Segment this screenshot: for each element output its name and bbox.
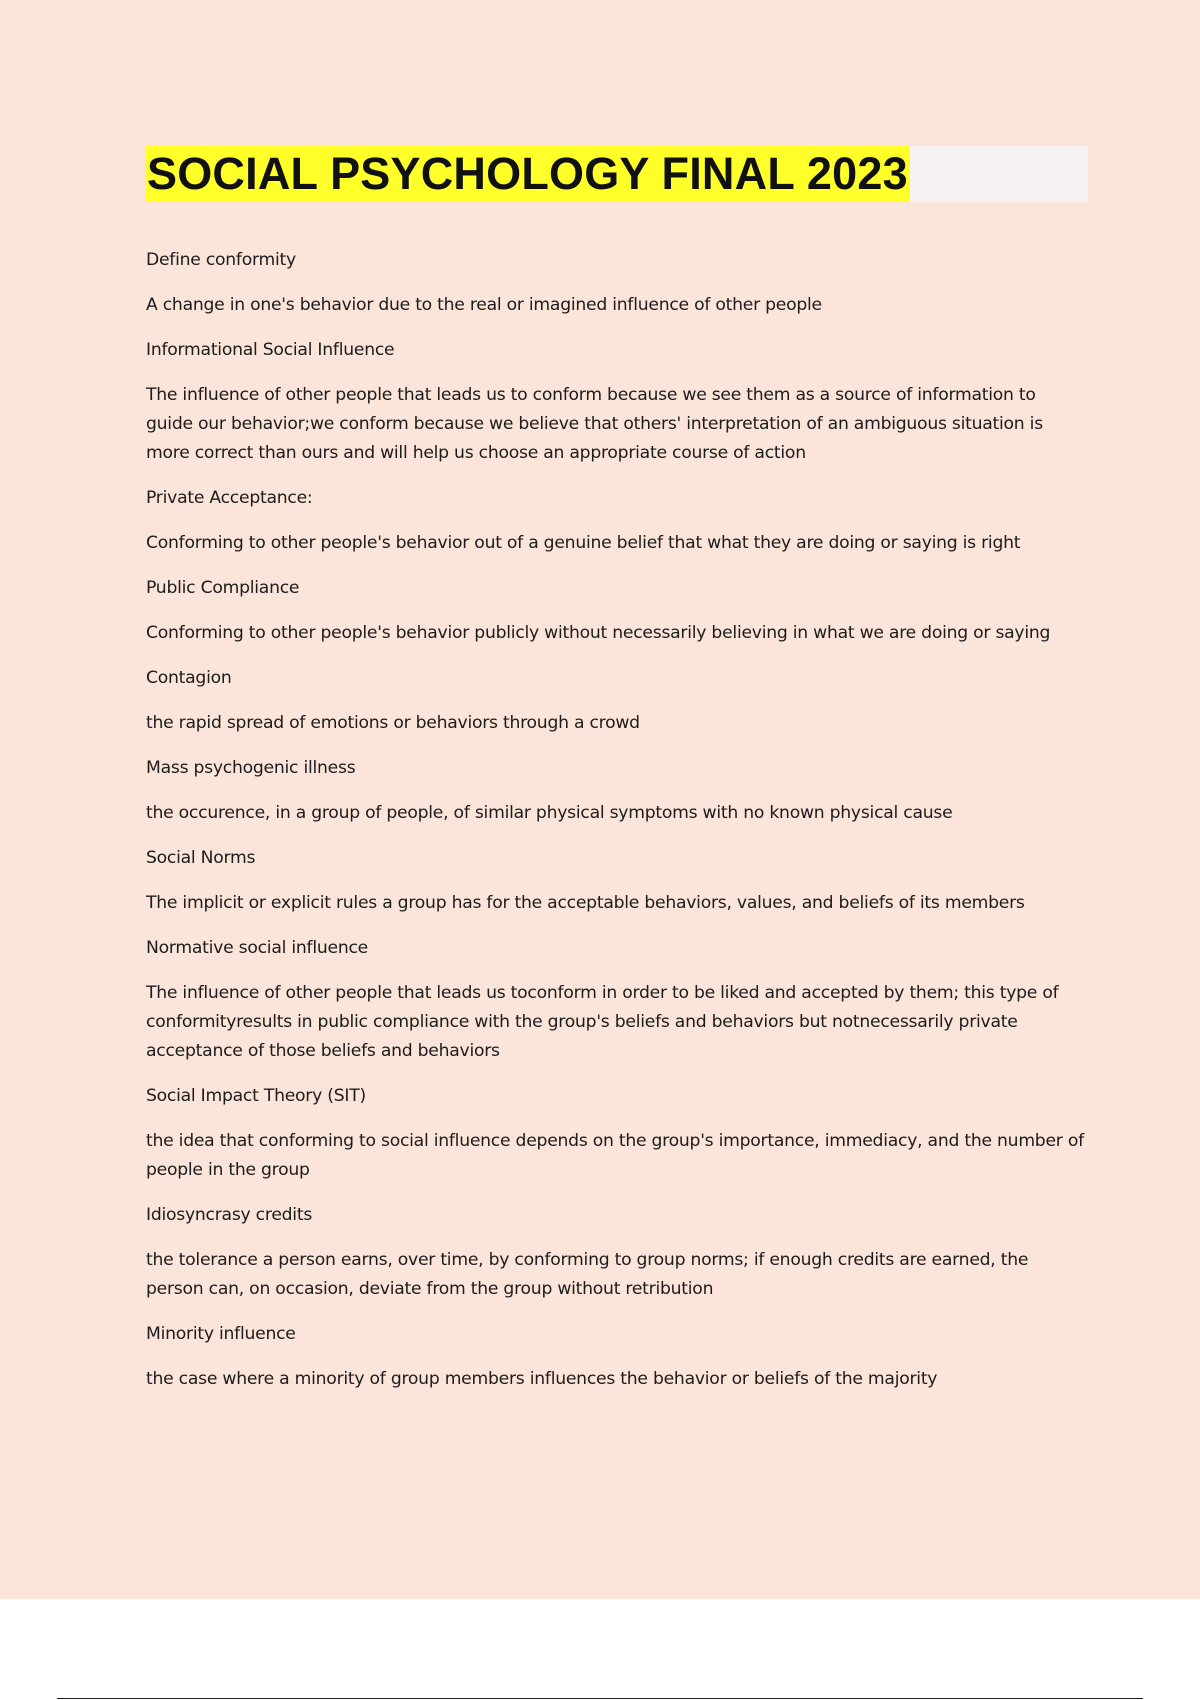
flashcard-entry [146,246,1086,320]
definition: Conforming to other people's behavior out of a genuine belief that what they are doing or saying is right [146,533,1021,553]
definition: The implicit or explicit rules a group has for the acceptable behaviors, values, and beliefs of its members [146,893,1025,913]
flashcard-entry [146,574,1086,648]
definition: the idea that conforming to social influence depends on the group's importance, immediacy, and the number of people in the group [146,1131,1084,1180]
document-title: SOCIAL PSYCHOLOGY FINAL 2023 [145,146,910,202]
flashcard-entry [146,1201,1086,1304]
title-block [145,146,1088,202]
definition: the rapid spread of emotions or behaviors through a crowd [146,713,640,733]
term: Contagion [146,668,232,688]
definition: The influence of other people that leads us to conform because we see them as a source of information to guide our behavior;we conform because we believe that others' interpretation of an ambiguous situation is more correct than ours and will help us choose an appropriate course of action [146,385,1043,463]
definition: the case where a minority of group members influences the behavior or beliefs of the majority [146,1369,938,1389]
term: Public Compliance [146,578,300,598]
definition: A change in one's behavior due to the real or imagined influence of other people [146,295,822,315]
definition: the tolerance a person earns, over time, by conforming to group norms; if enough credits are earned, the person can, on occasion, deviate from the group without retribution [146,1250,1029,1299]
definition: The influence of other people that leads us toconform in order to be liked and accepted by them; this type of conformityresults in public compliance with the group's beliefs and behaviors but notnecessarily private acceptance of those beliefs and behaviors [146,983,1059,1061]
flashcard-entry [146,1320,1086,1394]
footer-divider [57,1698,1143,1699]
term: Minority influence [146,1324,296,1344]
flashcard-list [146,246,1086,1410]
term: Define conformity [146,250,296,270]
flashcard-entry [146,484,1086,558]
term: Private Acceptance: [146,488,313,508]
flashcard-entry [146,336,1086,468]
definition: the occurence, in a group of people, of similar physical symptoms with no known physical cause [146,803,953,823]
term: Social Impact Theory (SIT) [146,1086,366,1106]
flashcard-entry [146,844,1086,918]
term: Social Norms [146,848,256,868]
definition: Conforming to other people's behavior publicly without necessarily believing in what we are doing or saying [146,623,1051,643]
flashcard-entry [146,1082,1086,1185]
flashcard-entry [146,934,1086,1066]
term: Normative social influence [146,938,368,958]
term: Mass psychogenic illness [146,758,356,778]
flashcard-entry [146,754,1086,828]
flashcard-entry [146,664,1086,738]
term: Idiosyncrasy credits [146,1205,313,1225]
term: Informational Social Influence [146,340,395,360]
